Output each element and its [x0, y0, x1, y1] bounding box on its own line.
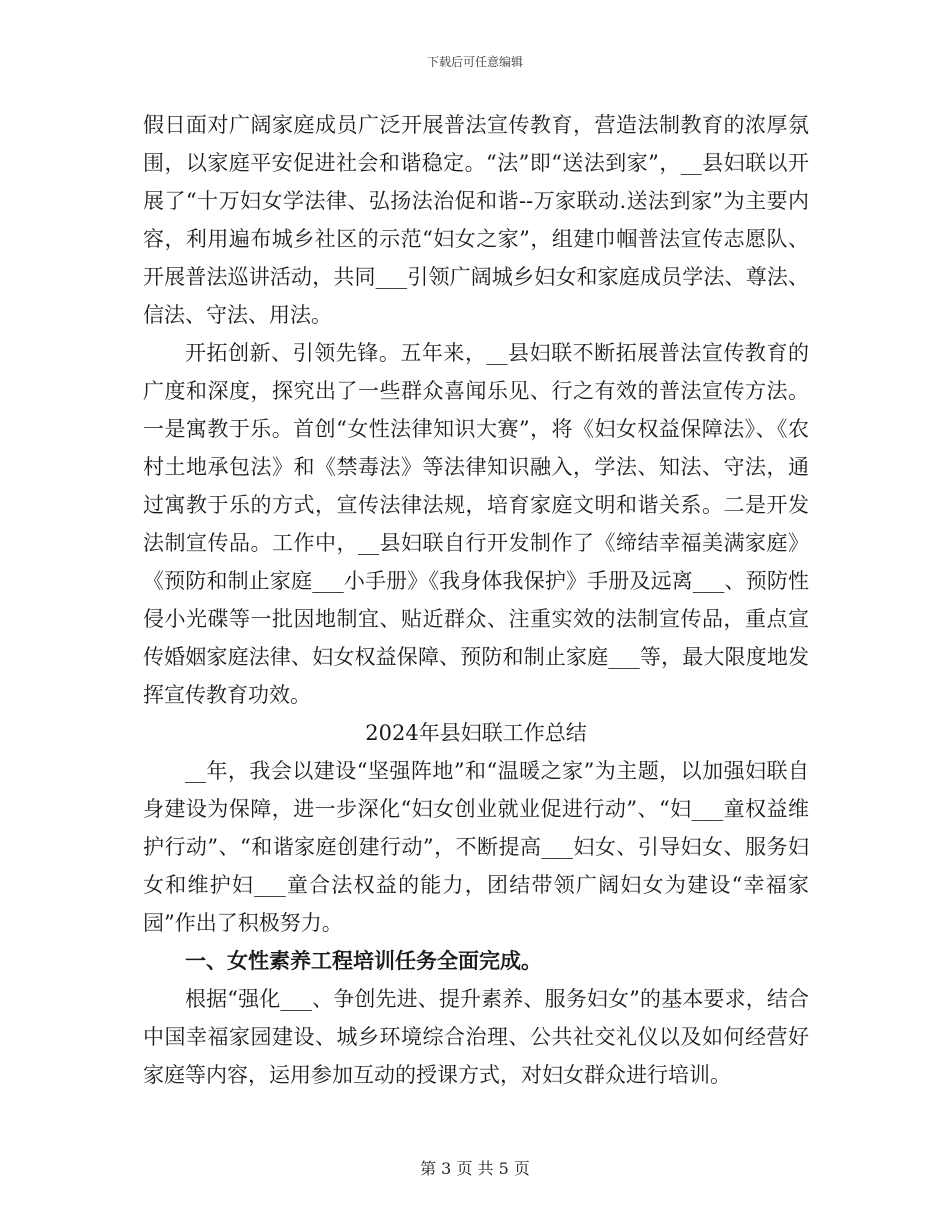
section-heading-1: 一、女性素养工程培训任务全面完成。 — [185, 948, 542, 973]
paragraph-2: 开拓创新、引领先锋。五年来，__县妇联不断拓展普法宣传教育的广度和深度，探究出了一些群众喜闻乐见、行之有效的普法宣传方法。一是寓教于乐。首创“女性法律知识大赛”，将《妇女权益保障法》、《农村土地承包法》和《禁毒法》等法律知识融入，学法、知法、守法，通过寓教于乐的方式，宣传法律法规，培育家庭文明和谐关系。二是开发法制宣传品。工作中，__县妇联自行开发制作了《缔结幸福美满家庭》《预防和制止家庭___小手册》《我身体我保护》手册及远离___、预防性侵小光碟等一批因地制宜、贴近群众、注重实效的法制宣传品，重点宣传婚姻家庭法律、妇女权益保障、预防和制止家庭___等，最大限度地发挥宣传教育功效。 — [143, 341, 809, 707]
paragraph-1: 假日面对广阔家庭成员广泛开展普法宣传教育，营造法制教育的浓厚氛围，以家庭平安促进社会和谐稳定。“法”即“送法到家”，__县妇联以开展了“十万妇女学法律、弘扬法治促和谐--万家联动.送法到家”为主要内容，利用遍布城乡社区的示范“妇女之家”，组建巾帼普法宣传志愿队、开展普法巡讲活动，共同___引领广阔城乡妇女和家庭成员学法、尊法、信法、守法、用法。 — [143, 113, 809, 327]
document-title: 2024年县妇联工作总结 — [365, 721, 587, 745]
document-body — [143, 106, 809, 1094]
page-header-note: 下载后可任意编辑 — [426, 55, 523, 69]
paragraph-3: __年，我会以建设“坚强阵地”和“温暖之家”为主题，以加强妇联自身建设为保障，进一步深化“妇女创业就业促进行动”、“妇___童权益维护行动”、“和谐家庭创建行动”，不断提高___妇女、引导妇女、服务妇女和维护妇___童合法权益的能力，团结带领广阔妇女为建设“幸福家园”作出了积极努力。 — [143, 759, 809, 935]
page-number: 第 3 页 共 5 页 — [420, 1159, 530, 1178]
paragraph-4: 根据“强化___、争创先进、提升素养、服务妇女”的基本要求，结合中国幸福家园建设、城乡环境综合治理、公共社交礼仪以及如何经营好家庭等内容，运用参加互动的授课方式，对妇女群众进行培训。 — [143, 987, 809, 1087]
